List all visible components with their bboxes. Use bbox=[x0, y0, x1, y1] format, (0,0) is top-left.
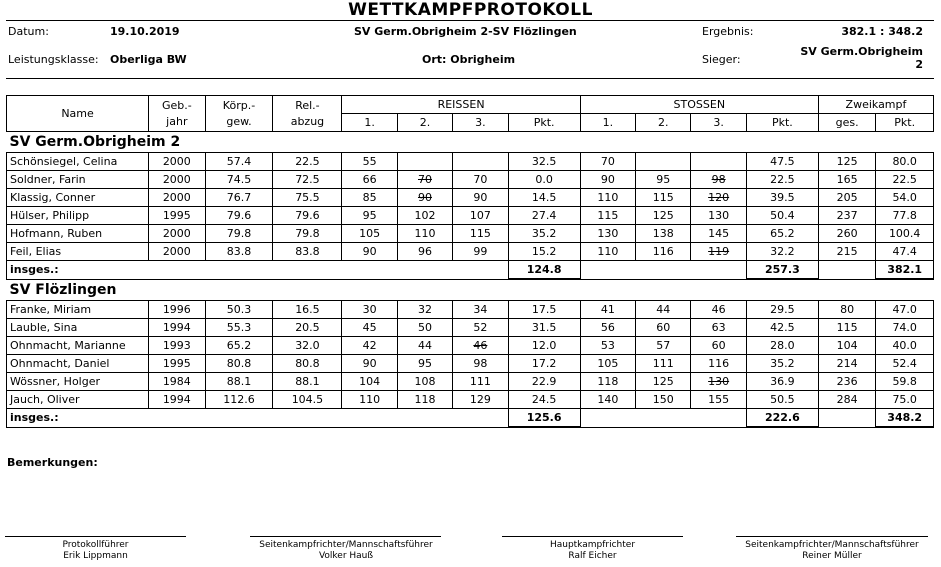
clean-jerk-attempt-2: 95 bbox=[636, 171, 691, 189]
total-weight: 125 bbox=[818, 153, 875, 171]
clean-jerk-attempt-3: 155 bbox=[691, 391, 746, 409]
clean-jerk-attempt-1: 110 bbox=[580, 243, 635, 261]
birth-year: 1994 bbox=[149, 319, 205, 337]
col-stossen: STOSSEN bbox=[580, 96, 818, 114]
total-points: 74.0 bbox=[876, 319, 934, 337]
ergebnis-value: 382.1 : 348.2 bbox=[841, 25, 923, 38]
total-spacer bbox=[818, 409, 875, 428]
signature-name: Ralf Eicher bbox=[568, 551, 617, 561]
body-weight: 112.6 bbox=[205, 391, 273, 409]
total-weight: 165 bbox=[818, 171, 875, 189]
snatch-attempt-2 bbox=[397, 153, 452, 171]
snatch-attempt-3: 90 bbox=[453, 189, 508, 207]
total-points: 77.8 bbox=[876, 207, 934, 225]
athlete-name: Feil, Elias bbox=[7, 243, 149, 261]
bemerkungen-label: Bemerkungen: bbox=[7, 456, 98, 469]
total-label: insges.: bbox=[7, 261, 509, 280]
birth-year: 2000 bbox=[149, 225, 205, 243]
athlete-name: Jauch, Oliver bbox=[7, 391, 149, 409]
total-spacer bbox=[580, 409, 746, 428]
snatch-attempt-3: 115 bbox=[453, 225, 508, 243]
sieger-line1: SV Germ.Obrigheim bbox=[800, 45, 923, 58]
clean-jerk-attempt-1: 41 bbox=[580, 301, 635, 319]
total-clean-jerk-points: 257.3 bbox=[746, 261, 818, 280]
clean-jerk-points: 35.2 bbox=[746, 355, 818, 373]
snatch-attempt-1: 104 bbox=[342, 373, 397, 391]
snatch-attempt-2: 96 bbox=[397, 243, 452, 261]
snatch-attempt-3: 34 bbox=[453, 301, 508, 319]
relative-deduction: 80.8 bbox=[273, 355, 342, 373]
body-weight: 57.4 bbox=[205, 153, 273, 171]
clean-jerk-attempt-2: 116 bbox=[636, 243, 691, 261]
athlete-name: Ohnmacht, Daniel bbox=[7, 355, 149, 373]
birth-year: 1984 bbox=[149, 373, 205, 391]
birth-year: 2000 bbox=[149, 243, 205, 261]
clean-jerk-attempt-3: 119 bbox=[691, 243, 746, 261]
clean-jerk-points: 28.0 bbox=[746, 337, 818, 355]
birth-year: 2000 bbox=[149, 171, 205, 189]
team-total-row bbox=[7, 409, 934, 428]
clean-jerk-attempt-2: 44 bbox=[636, 301, 691, 319]
clean-jerk-attempt-2: 111 bbox=[636, 355, 691, 373]
total-weight: 214 bbox=[818, 355, 875, 373]
snatch-attempt-2: 108 bbox=[397, 373, 452, 391]
snatch-points: 14.5 bbox=[508, 189, 580, 207]
clean-jerk-attempt-2 bbox=[636, 153, 691, 171]
col-abzug-l1: Rel.- bbox=[295, 98, 320, 112]
page-title: WETTKAMPFPROTOKOLL bbox=[348, 0, 593, 20]
clean-jerk-attempt-1: 130 bbox=[580, 225, 635, 243]
clean-jerk-attempt-2: 57 bbox=[636, 337, 691, 355]
birth-year: 1994 bbox=[149, 391, 205, 409]
snatch-points: 27.4 bbox=[508, 207, 580, 225]
signature-block bbox=[5, 540, 186, 562]
snatch-points: 31.5 bbox=[508, 319, 580, 337]
table-row bbox=[7, 391, 934, 409]
table-row bbox=[7, 319, 934, 337]
signature-line-4 bbox=[736, 536, 928, 537]
athlete-name: Soldner, Farin bbox=[7, 171, 149, 189]
signature-line-3 bbox=[502, 536, 683, 537]
clean-jerk-attempt-3 bbox=[691, 153, 746, 171]
table-row bbox=[7, 337, 934, 355]
clean-jerk-attempt-1: 53 bbox=[580, 337, 635, 355]
total-weight: 104 bbox=[818, 337, 875, 355]
snatch-attempt-3: 52 bbox=[453, 319, 508, 337]
snatch-attempt-1: 30 bbox=[342, 301, 397, 319]
clean-jerk-attempt-3: 46 bbox=[691, 301, 746, 319]
col-jahr-l2: jahr bbox=[166, 114, 188, 128]
relative-deduction: 72.5 bbox=[273, 171, 342, 189]
athlete-name: Schönsiegel, Celina bbox=[7, 153, 149, 171]
total-points: 52.4 bbox=[876, 355, 934, 373]
table-row bbox=[7, 225, 934, 243]
clean-jerk-attempt-1: 115 bbox=[580, 207, 635, 225]
team-name: SV Germ.Obrigheim 2 bbox=[7, 132, 934, 153]
sieger-line2: 2 bbox=[915, 58, 923, 71]
snatch-attempt-3: 70 bbox=[453, 171, 508, 189]
snatch-attempt-1: 45 bbox=[342, 319, 397, 337]
klasse-label: Leistungsklasse: bbox=[8, 53, 99, 66]
signature-role: Protokollführer bbox=[62, 540, 129, 550]
relative-deduction: 20.5 bbox=[273, 319, 342, 337]
col-zkpkt: Pkt. bbox=[876, 114, 934, 132]
clean-jerk-attempt-3: 98 bbox=[691, 171, 746, 189]
birth-year: 1995 bbox=[149, 207, 205, 225]
col-gew-l1: Körp.- bbox=[222, 98, 256, 112]
relative-deduction: 79.8 bbox=[273, 225, 342, 243]
snatch-attempt-1: 42 bbox=[342, 337, 397, 355]
relative-deduction: 83.8 bbox=[273, 243, 342, 261]
total-zweikampf-points: 348.2 bbox=[876, 409, 934, 428]
signature-line-2 bbox=[250, 536, 441, 537]
body-weight: 65.2 bbox=[205, 337, 273, 355]
clean-jerk-attempt-3: 120 bbox=[691, 189, 746, 207]
clean-jerk-attempt-3: 130 bbox=[691, 207, 746, 225]
body-weight: 80.8 bbox=[205, 355, 273, 373]
total-points: 80.0 bbox=[876, 153, 934, 171]
sieger-label: Sieger: bbox=[702, 53, 741, 66]
clean-jerk-points: 22.5 bbox=[746, 171, 818, 189]
athlete-name: Wössner, Holger bbox=[7, 373, 149, 391]
clean-jerk-attempt-1: 110 bbox=[580, 189, 635, 207]
signature-block bbox=[502, 540, 683, 562]
birth-year: 1995 bbox=[149, 355, 205, 373]
signature-block bbox=[732, 540, 932, 562]
clean-jerk-points: 32.2 bbox=[746, 243, 818, 261]
signature-line-1 bbox=[5, 536, 186, 537]
team-header-row bbox=[7, 132, 934, 153]
total-weight: 284 bbox=[818, 391, 875, 409]
snatch-attempt-2: 102 bbox=[397, 207, 452, 225]
snatch-attempt-2: 44 bbox=[397, 337, 452, 355]
snatch-attempt-1: 95 bbox=[342, 207, 397, 225]
signature-role: Seitenkampfrichter/Mannschaftsführer bbox=[745, 540, 919, 550]
total-weight: 80 bbox=[818, 301, 875, 319]
snatch-attempt-2: 50 bbox=[397, 319, 452, 337]
clean-jerk-attempt-3: 130 bbox=[691, 373, 746, 391]
title-rule bbox=[6, 20, 934, 21]
team-total-row bbox=[7, 261, 934, 280]
total-snatch-points: 125.6 bbox=[508, 409, 580, 428]
total-weight: 205 bbox=[818, 189, 875, 207]
signature-name: Erik Lippmann bbox=[63, 551, 128, 561]
body-weight: 50.3 bbox=[205, 301, 273, 319]
col-jahr-l1: Geb.- bbox=[161, 98, 192, 112]
body-weight: 79.8 bbox=[205, 225, 273, 243]
athlete-name: Hofmann, Ruben bbox=[7, 225, 149, 243]
total-weight: 215 bbox=[818, 243, 875, 261]
relative-deduction: 16.5 bbox=[273, 301, 342, 319]
col-name: Name bbox=[7, 96, 149, 132]
col-jahr bbox=[149, 96, 205, 132]
col-spkt: Pkt. bbox=[746, 114, 818, 132]
snatch-attempt-3: 129 bbox=[453, 391, 508, 409]
body-weight: 88.1 bbox=[205, 373, 273, 391]
body-weight: 74.5 bbox=[205, 171, 273, 189]
total-spacer bbox=[580, 261, 746, 280]
body-weight: 76.7 bbox=[205, 189, 273, 207]
clean-jerk-points: 65.2 bbox=[746, 225, 818, 243]
signature-name: Volker Hauß bbox=[318, 551, 374, 561]
total-spacer bbox=[818, 261, 875, 280]
table-row bbox=[7, 301, 934, 319]
body-weight: 79.6 bbox=[205, 207, 273, 225]
snatch-attempt-2: 32 bbox=[397, 301, 452, 319]
snatch-points: 12.0 bbox=[508, 337, 580, 355]
team-name: SV Flözlingen bbox=[7, 279, 934, 301]
clean-jerk-attempt-3: 116 bbox=[691, 355, 746, 373]
total-points: 59.8 bbox=[876, 373, 934, 391]
athlete-name: Klassig, Conner bbox=[7, 189, 149, 207]
snatch-attempt-1: 90 bbox=[342, 243, 397, 261]
col-s3: 3. bbox=[691, 114, 746, 132]
athlete-name: Ohnmacht, Marianne bbox=[7, 337, 149, 355]
datum-label: Datum: bbox=[8, 25, 49, 38]
snatch-attempt-2: 70 bbox=[397, 171, 452, 189]
klasse-value: Oberliga BW bbox=[110, 53, 187, 66]
clean-jerk-points: 42.5 bbox=[746, 319, 818, 337]
relative-deduction: 104.5 bbox=[273, 391, 342, 409]
total-snatch-points: 124.8 bbox=[508, 261, 580, 280]
birth-year: 1993 bbox=[149, 337, 205, 355]
clean-jerk-points: 39.5 bbox=[746, 189, 818, 207]
table-row bbox=[7, 207, 934, 225]
body-weight: 83.8 bbox=[205, 243, 273, 261]
signature-block bbox=[246, 540, 446, 562]
clean-jerk-attempt-1: 105 bbox=[580, 355, 635, 373]
snatch-attempt-3: 99 bbox=[453, 243, 508, 261]
col-abzug bbox=[273, 96, 342, 132]
relative-deduction: 79.6 bbox=[273, 207, 342, 225]
snatch-attempt-2: 95 bbox=[397, 355, 452, 373]
clean-jerk-points: 47.5 bbox=[746, 153, 818, 171]
clean-jerk-attempt-2: 138 bbox=[636, 225, 691, 243]
total-points: 75.0 bbox=[876, 391, 934, 409]
table-row bbox=[7, 171, 934, 189]
col-zweikampf: Zweikampf bbox=[818, 96, 933, 114]
relative-deduction: 32.0 bbox=[273, 337, 342, 355]
total-points: 100.4 bbox=[876, 225, 934, 243]
clean-jerk-points: 50.4 bbox=[746, 207, 818, 225]
snatch-attempt-1: 105 bbox=[342, 225, 397, 243]
col-s1: 1. bbox=[580, 114, 635, 132]
header-rule bbox=[6, 78, 934, 79]
ort-value: Ort: Obrigheim bbox=[422, 53, 516, 66]
athlete-name: Franke, Miriam bbox=[7, 301, 149, 319]
snatch-attempt-1: 55 bbox=[342, 153, 397, 171]
table-row bbox=[7, 373, 934, 391]
table-row bbox=[7, 153, 934, 171]
total-points: 47.0 bbox=[876, 301, 934, 319]
total-weight: 115 bbox=[818, 319, 875, 337]
snatch-attempt-3 bbox=[453, 153, 508, 171]
snatch-points: 0.0 bbox=[508, 171, 580, 189]
col-r1: 1. bbox=[342, 114, 397, 132]
clean-jerk-attempt-3: 60 bbox=[691, 337, 746, 355]
athlete-name: Hülser, Philipp bbox=[7, 207, 149, 225]
snatch-attempt-1: 66 bbox=[342, 171, 397, 189]
snatch-attempt-3: 98 bbox=[453, 355, 508, 373]
col-gew-l2: gew. bbox=[226, 114, 252, 128]
snatch-points: 24.5 bbox=[508, 391, 580, 409]
total-points: 54.0 bbox=[876, 189, 934, 207]
snatch-points: 17.2 bbox=[508, 355, 580, 373]
clean-jerk-points: 36.9 bbox=[746, 373, 818, 391]
total-clean-jerk-points: 222.6 bbox=[746, 409, 818, 428]
clean-jerk-attempt-2: 60 bbox=[636, 319, 691, 337]
birth-year: 2000 bbox=[149, 189, 205, 207]
total-weight: 260 bbox=[818, 225, 875, 243]
clean-jerk-attempt-2: 125 bbox=[636, 207, 691, 225]
relative-deduction: 75.5 bbox=[273, 189, 342, 207]
match-title: SV Germ.Obrigheim 2-SV Flözlingen bbox=[354, 25, 577, 38]
snatch-attempt-3: 107 bbox=[453, 207, 508, 225]
snatch-attempt-2: 90 bbox=[397, 189, 452, 207]
snatch-attempt-1: 90 bbox=[342, 355, 397, 373]
signature-role: Hauptkampfrichter bbox=[549, 540, 636, 550]
col-s2: 2. bbox=[636, 114, 691, 132]
results-table bbox=[6, 95, 934, 428]
signature-role: Seitenkampfrichter/Mannschaftsführer bbox=[259, 540, 433, 550]
datum-value: 19.10.2019 bbox=[110, 25, 180, 38]
col-r2: 2. bbox=[397, 114, 452, 132]
table-row bbox=[7, 355, 934, 373]
clean-jerk-attempt-2: 150 bbox=[636, 391, 691, 409]
total-zweikampf-points: 382.1 bbox=[876, 261, 934, 280]
clean-jerk-attempt-2: 115 bbox=[636, 189, 691, 207]
col-reissen: REISSEN bbox=[342, 96, 580, 114]
clean-jerk-attempt-1: 70 bbox=[580, 153, 635, 171]
birth-year: 2000 bbox=[149, 153, 205, 171]
col-gew bbox=[205, 96, 273, 132]
body-weight: 55.3 bbox=[205, 319, 273, 337]
total-points: 40.0 bbox=[876, 337, 934, 355]
birth-year: 1996 bbox=[149, 301, 205, 319]
ergebnis-label: Ergebnis: bbox=[702, 25, 754, 38]
snatch-points: 35.2 bbox=[508, 225, 580, 243]
total-points: 22.5 bbox=[876, 171, 934, 189]
clean-jerk-attempt-1: 56 bbox=[580, 319, 635, 337]
total-points: 47.4 bbox=[876, 243, 934, 261]
snatch-attempt-1: 110 bbox=[342, 391, 397, 409]
table-row bbox=[7, 243, 934, 261]
clean-jerk-attempt-2: 125 bbox=[636, 373, 691, 391]
snatch-attempt-2: 118 bbox=[397, 391, 452, 409]
snatch-points: 17.5 bbox=[508, 301, 580, 319]
clean-jerk-attempt-1: 140 bbox=[580, 391, 635, 409]
clean-jerk-points: 50.5 bbox=[746, 391, 818, 409]
relative-deduction: 88.1 bbox=[273, 373, 342, 391]
athlete-name: Lauble, Sina bbox=[7, 319, 149, 337]
sieger-value bbox=[800, 45, 923, 71]
signature-name: Reiner Müller bbox=[802, 551, 862, 561]
clean-jerk-attempt-3: 145 bbox=[691, 225, 746, 243]
snatch-points: 22.9 bbox=[508, 373, 580, 391]
snatch-attempt-2: 110 bbox=[397, 225, 452, 243]
col-abzug-l2: abzug bbox=[290, 114, 325, 128]
snatch-attempt-3: 111 bbox=[453, 373, 508, 391]
clean-jerk-points: 29.5 bbox=[746, 301, 818, 319]
col-rpkt: Pkt. bbox=[508, 114, 580, 132]
team-header-row bbox=[7, 279, 934, 301]
snatch-attempt-1: 85 bbox=[342, 189, 397, 207]
clean-jerk-attempt-1: 118 bbox=[580, 373, 635, 391]
relative-deduction: 22.5 bbox=[273, 153, 342, 171]
clean-jerk-attempt-1: 90 bbox=[580, 171, 635, 189]
total-weight: 237 bbox=[818, 207, 875, 225]
snatch-points: 15.2 bbox=[508, 243, 580, 261]
table-row bbox=[7, 189, 934, 207]
clean-jerk-attempt-3: 63 bbox=[691, 319, 746, 337]
total-weight: 236 bbox=[818, 373, 875, 391]
snatch-attempt-3: 46 bbox=[453, 337, 508, 355]
total-label: insges.: bbox=[7, 409, 509, 428]
col-r3: 3. bbox=[453, 114, 508, 132]
col-ges: ges. bbox=[818, 114, 875, 132]
snatch-points: 32.5 bbox=[508, 153, 580, 171]
